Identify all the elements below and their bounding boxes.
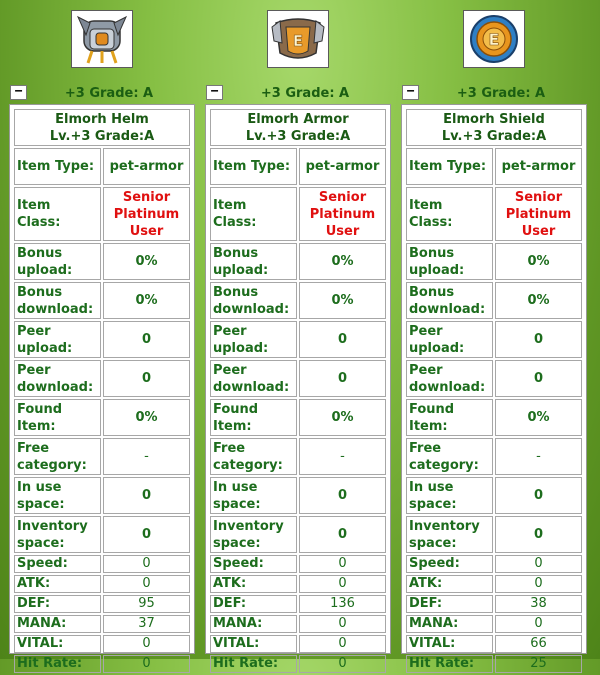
row-label: Bonus upload: [14,243,101,280]
row-label: ATK: [14,575,101,593]
grade-header [401,82,587,104]
item-subtitle: Lv.+3 Grade:A [245,128,351,144]
icon-area [9,0,195,82]
item-class-value [103,187,190,241]
bonus-download-value: 0% [299,282,386,319]
grade-label: +3 Grade: A [64,85,154,101]
bonus-download-value: 0% [103,282,190,319]
table-row [210,615,386,633]
row-label: Inventory space: [14,516,101,553]
row-label: Peer upload: [210,321,297,358]
stats-table [12,107,192,675]
table-row [210,399,386,436]
table-row [210,516,386,553]
class-line: Senior [514,189,563,205]
table-row [14,360,190,397]
row-label: DEF: [14,595,101,613]
table-row [210,282,386,319]
table-row [406,438,582,475]
grade-label: +3 Grade: A [456,85,546,101]
atk-value: 0 [103,575,190,593]
row-label: Item Type: [210,148,297,185]
item-name: Elmorh Armor [247,111,349,127]
row-label: Free category: [406,438,493,475]
table-row [406,477,582,514]
row-label: Hit Rate: [210,655,297,673]
class-line: User [325,223,360,239]
row-label: MANA: [406,615,493,633]
table-row [210,243,386,280]
table-row [14,438,190,475]
table-row [14,615,190,633]
table-row [406,148,582,185]
row-label: DEF: [406,595,493,613]
row-label: Inventory space: [406,516,493,553]
peer-upload-value: 0 [103,321,190,358]
stats-table [404,107,584,675]
row-label: Free category: [14,438,101,475]
def-value: 38 [495,595,582,613]
row-label: Peer upload: [406,321,493,358]
peer-upload-value: 0 [495,321,582,358]
table-row [210,555,386,573]
table-row [14,399,190,436]
bonus-download-value: 0% [495,282,582,319]
table-row [406,399,582,436]
table-row [14,148,190,185]
table-row [406,595,582,613]
svg-text:E: E [488,30,500,49]
table-row [210,187,386,241]
table-row [210,575,386,593]
class-line: Platinum [505,206,572,222]
table-row [210,360,386,397]
table-row [14,655,190,673]
row-label: In use space: [14,477,101,514]
row-label: In use space: [406,477,493,514]
speed-value: 0 [495,555,582,573]
row-label: Bonus download: [406,282,493,319]
grade-label: +3 Grade: A [260,85,350,101]
hit-rate-value: 0 [299,655,386,673]
atk-value: 0 [299,575,386,593]
collapse-toggle[interactable]: − [206,85,223,100]
in-use-space-value: 0 [299,477,386,514]
item-subtitle: Lv.+3 Grade:A [49,128,155,144]
row-label: Item Type: [406,148,493,185]
collapse-toggle[interactable]: − [402,85,419,100]
item-name: Elmorh Shield [443,111,545,127]
class-line: Senior [318,189,367,205]
free-category-value: - [299,438,386,475]
row-label: Found Item: [14,399,101,436]
item-name: Elmorh Helm [55,111,149,127]
table-row [406,635,582,653]
item-class-value [299,187,386,241]
table-row [210,635,386,653]
def-value: 136 [299,595,386,613]
item-subtitle: Lv.+3 Grade:A [441,128,547,144]
stats-panel [401,104,587,671]
row-label: Found Item: [210,399,297,436]
item-type-value: pet-armor [103,148,190,185]
collapse-toggle[interactable]: − [10,85,27,100]
peer-upload-value: 0 [299,321,386,358]
row-label: Speed: [14,555,101,573]
row-label: VITAL: [14,635,101,653]
item-card-armor [205,0,391,671]
item-type-value: pet-armor [299,148,386,185]
peer-download-value: 0 [495,360,582,397]
row-label: Found Item: [406,399,493,436]
in-use-space-value: 0 [495,477,582,514]
table-row [210,477,386,514]
free-category-value: - [103,438,190,475]
row-label: MANA: [210,615,297,633]
row-label: Item Class: [210,187,297,241]
row-label: Item Class: [14,187,101,241]
inventory-space-value: 0 [299,516,386,553]
table-row [406,575,582,593]
vital-value: 0 [103,635,190,653]
helm-icon[interactable] [71,10,133,68]
row-label: Bonus upload: [406,243,493,280]
mana-value: 0 [299,615,386,633]
table-row [14,243,190,280]
class-line: Platinum [113,206,180,222]
svg-text:E: E [292,32,304,50]
row-label: Speed: [406,555,493,573]
speed-value: 0 [299,555,386,573]
item-type-value: pet-armor [495,148,582,185]
class-line: User [521,223,556,239]
hit-rate-value: 25 [495,655,582,673]
row-label: VITAL: [210,635,297,653]
table-row [14,282,190,319]
row-label: ATK: [210,575,297,593]
row-label: MANA: [14,615,101,633]
table-row [210,321,386,358]
row-label: Bonus download: [14,282,101,319]
bonus-upload-value: 0% [103,243,190,280]
table-row [210,438,386,475]
table-row [406,516,582,553]
table-row [406,615,582,633]
row-label: Inventory space: [210,516,297,553]
row-label: Free category: [210,438,297,475]
table-row [210,595,386,613]
table-row [14,187,190,241]
row-label: DEF: [210,595,297,613]
table-row [406,282,582,319]
def-value: 95 [103,595,190,613]
vital-value: 66 [495,635,582,653]
found-item-value: 0% [103,399,190,436]
stats-panel [9,104,195,671]
class-line: Senior [122,189,171,205]
icon-area [401,0,587,82]
speed-value: 0 [103,555,190,573]
stats-table [208,107,388,675]
table-row [14,595,190,613]
grade-header [205,82,391,104]
row-label: Speed: [210,555,297,573]
title-row [406,109,582,146]
item-card-helm [9,0,195,671]
table-row [14,477,190,514]
in-use-space-value: 0 [103,477,190,514]
row-label: Bonus download: [210,282,297,319]
table-row [14,635,190,653]
table-row [210,148,386,185]
stats-panel [205,104,391,671]
row-label: Peer download: [210,360,297,397]
table-row [210,655,386,673]
row-label: VITAL: [406,635,493,653]
row-label: ATK: [406,575,493,593]
inventory-space-value: 0 [103,516,190,553]
table-row [406,555,582,573]
grade-header [9,82,195,104]
table-row [14,321,190,358]
row-label: Peer download: [406,360,493,397]
item-class-value [495,187,582,241]
found-item-value: 0% [299,399,386,436]
item-card-shield [401,0,587,671]
atk-value: 0 [495,575,582,593]
row-label: Peer upload: [14,321,101,358]
row-label: In use space: [210,477,297,514]
row-label: Peer download: [14,360,101,397]
title-row [210,109,386,146]
table-row [406,360,582,397]
shield-icon[interactable] [463,10,525,68]
class-line: User [129,223,164,239]
bonus-upload-value: 0% [495,243,582,280]
row-label: Item Type: [14,148,101,185]
bonus-upload-value: 0% [299,243,386,280]
table-row [406,655,582,673]
row-label: Bonus upload: [210,243,297,280]
table-row [14,575,190,593]
peer-download-value: 0 [103,360,190,397]
free-category-value: - [495,438,582,475]
row-label: Hit Rate: [406,655,493,673]
table-row [406,187,582,241]
table-row [14,516,190,553]
table-row [14,555,190,573]
class-line: Platinum [309,206,376,222]
found-item-value: 0% [495,399,582,436]
mana-value: 37 [103,615,190,633]
hit-rate-value: 0 [103,655,190,673]
row-label: Item Class: [406,187,493,241]
table-row [406,321,582,358]
inventory-space-value: 0 [495,516,582,553]
vital-value: 0 [299,635,386,653]
icon-area [205,0,391,82]
table-row [406,243,582,280]
mana-value: 0 [495,615,582,633]
peer-download-value: 0 [299,360,386,397]
row-label: Hit Rate: [14,655,101,673]
title-row [14,109,190,146]
armor-icon[interactable] [267,10,329,68]
